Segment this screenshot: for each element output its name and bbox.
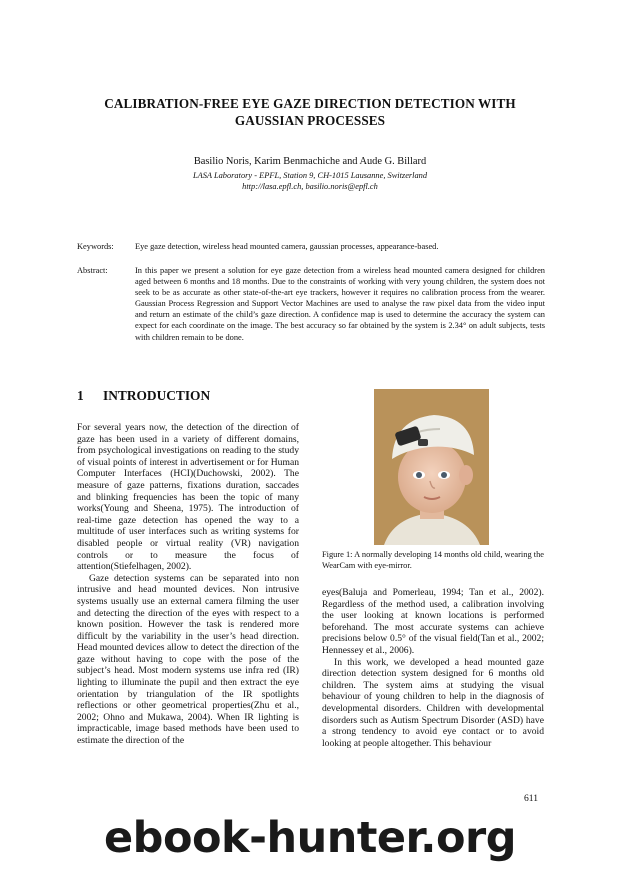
page-number: 611 [524,793,539,804]
title-line-1: CALIBRATION-FREE EYE GAZE DIRECTION DETECTION WITH [104,96,516,111]
watermark: ebook-hunter.org [104,813,516,863]
keywords-text: Eye gaze detection, wireless head mounted camera, gaussian processes, appearance-based. [135,242,439,251]
paper-title [60,95,560,129]
title-line-2: GAUSSIAN PROCESSES [234,113,386,128]
intro-paragraph-1: For several years now, the detection of the direction of gaze has been used in a variety of different domains, from psychological investigations on reading to the study of visual points of interest in advertisement or for Human Computer Interfaces (HCI)(Duchowski, 2002). The measure of gaze patterns, fixations duration, saccades and blinking frequencies has been the topic of many works(Young and Sheena, 1975). The introduction of real-time gaze detection has opened the way to a multitude of user interfaces such as writing systems for disabled people or virtual reality (VR) navigation controls or to measure the focus of attention(Stiefelhagen, 2002). [77,422,299,573]
left-column [77,422,299,747]
figure-child-photo [374,389,489,545]
abstract-text: In this paper we present a solution for eye gaze detection from a wireless head mounted camera designed for children aged between 6 months and 18 months. Due to the constraints of working with very young children, the system does not seek to be as accurate as other state-of-the-art eye trackers, however it requires no calibration process from the wearer. Gaussian Process Regression and Support Vector Machines are used to analyse the raw pixel data from the video input and return an estimate of the child’s gaze direction. A confidence map is used to determine the accuracy the system can expect for each coordinate on the image. The best accuracy so far obtained by the system is 2.34° on adult subjects, tests with children remain to be done. [135,266,545,342]
intro-paragraph-2: Gaze detection systems can be separated into non intrusive and head mounted devices. Non intrusive systems usually use an external camera filming the user and detecting the direction of the eyes with respect to a known position. However the task is rendered more difficult by the variability in the user’s head direction. Head mounted devices allow to detect the direction of the gaze without having to cope with the pose of the subject’s head. Most modern systems use infra red (IR) lighting to illuminate the pupil and then extract the eye orientation by triangulation of the IR spotlights reflections or other geometrical properties(Zhu et al., 2002; Ohno and Mukawa, 2004). When IR lighting is impracticable, image based methods have been used to estimate the direction of the [77,572,299,747]
child-photo-illustration [374,389,489,545]
section-title: INTRODUCTION [103,388,211,403]
affiliation: LASA Laboratory - EPFL, Station 9, CH-1015 Lausanne, Switzerland [192,171,428,180]
author-url: http://lasa.epfl.ch, basilio.noris@epfl.ch [242,182,378,191]
figure-caption: Figure 1: A normally developing 14 months old child, wearing the WearCam with eye-mirror. [322,550,544,570]
abstract-label: Abstract: [77,266,108,275]
section-number: 1 [77,388,84,403]
authors: Basilio Noris, Karim Benmachiche and Aude G. Billard [193,156,427,167]
intro-paragraph-3: eyes(Baluja and Pomerleau, 1994; Tan et al., 2002). Regardless of the method used, a calibration involving the user looking at known locations is performed beforehand. The most accurate systems can achieve precisions below 0.5° of the visual field(Tan et al., 2002; Hennessey et al., 2006). [322,587,544,656]
keywords-label: Keywords: [77,242,114,251]
intro-paragraph-4: In this work, we developed a head mounted gaze direction detection system designed for 6 months old children. The system aims at studying the visual behaviour of young children to help in the diagnosis of developmental disorders. Children with developmental disorders such as Autism Spectrum Disorder (ASD) have a strong tendency to avoid eye contact or to avoid looking at people altogether. This behaviour [322,656,544,749]
section-heading [77,388,210,404]
right-column [322,587,544,749]
